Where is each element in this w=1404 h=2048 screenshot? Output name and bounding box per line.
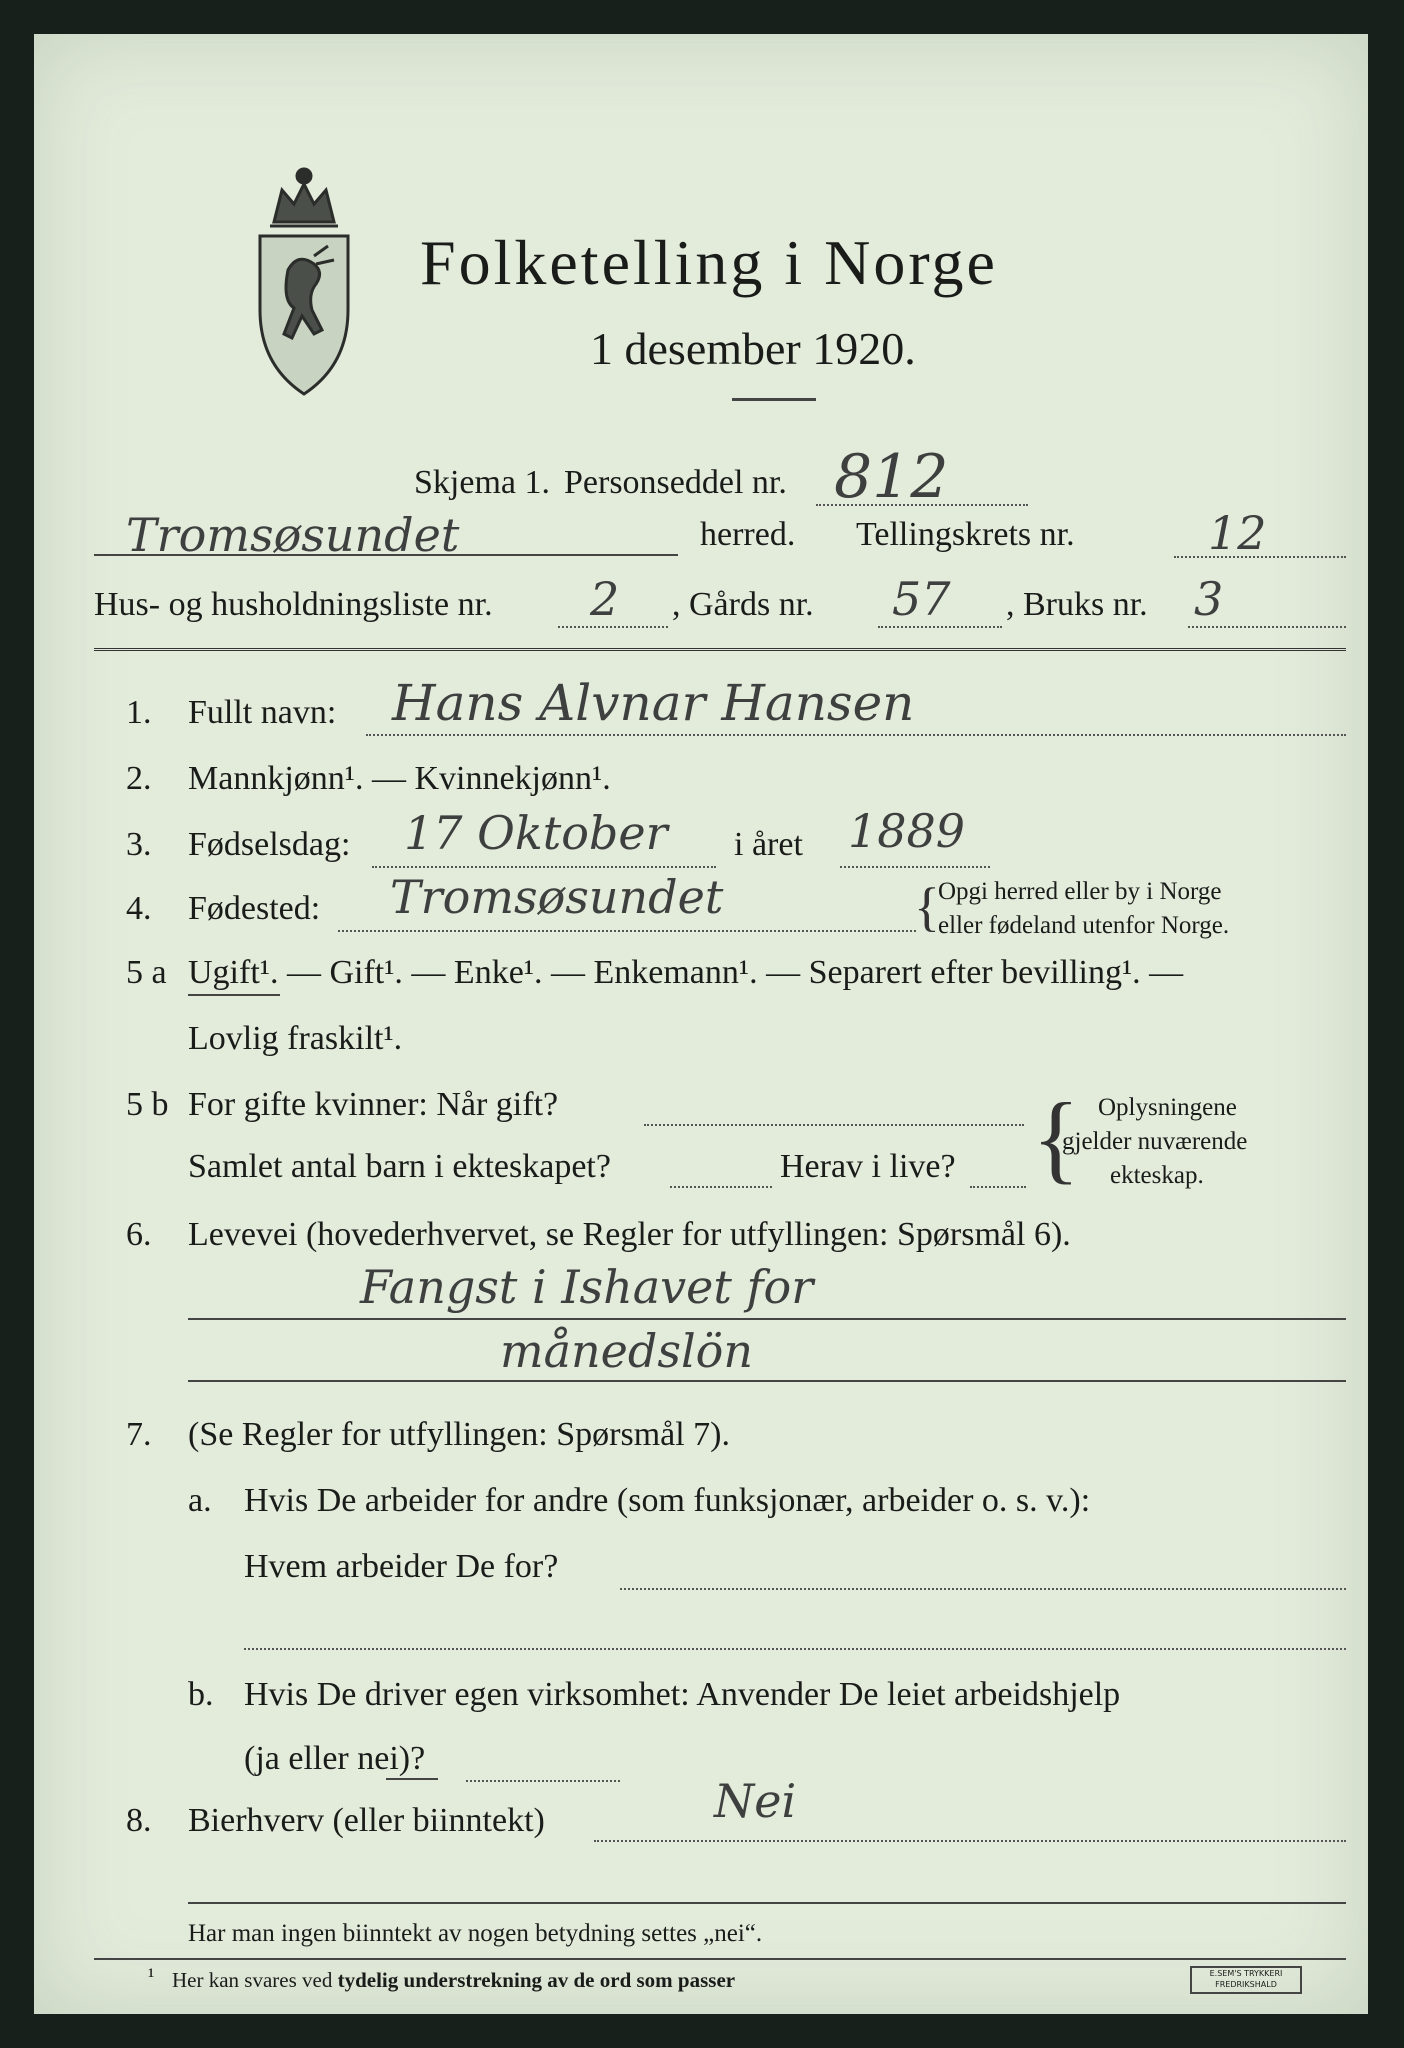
gards-field — [878, 626, 1002, 628]
tellingskrets-label: Tellingskrets nr. — [856, 516, 1075, 553]
hus-field — [558, 626, 668, 628]
hus-value: 2 — [590, 572, 620, 626]
q4-field — [338, 930, 916, 932]
q7-label: (Se Regler for utfyllingen: Spørsmål 7). — [188, 1416, 731, 1453]
gards-label: , Gårds nr. — [672, 586, 814, 623]
q5b-brace: { — [1032, 1082, 1080, 1193]
q5b-children-field — [670, 1186, 772, 1188]
q8-value: Nei — [714, 1774, 797, 1828]
q4-note-2: eller fødeland utenfor Norge. — [938, 912, 1230, 939]
q5b-note-3: ekteskap. — [1110, 1162, 1204, 1189]
schema-label: Skjema 1. — [414, 464, 550, 501]
q7a-line-1: Hvis De arbeider for andre (som funksjonær, arbeider o. s. v.): — [244, 1482, 1091, 1519]
q5b-note-2: gjelder nuværende — [1062, 1128, 1248, 1155]
footer-divider — [94, 1958, 1346, 1960]
q2-number: 2. — [126, 760, 152, 797]
q5b-when-married-field — [644, 1124, 1024, 1126]
q5b-alive-field — [970, 1186, 1026, 1188]
personseddel-value: 812 — [834, 442, 949, 512]
q3-number: 3. — [126, 826, 152, 863]
form-title: Folketelling i Norge — [420, 227, 998, 298]
printer-stamp: E.SEM'S TRYKKERI FREDRIKSHALD — [1190, 1966, 1302, 1994]
q1-field — [366, 734, 1346, 736]
q3-year-value: 1889 — [848, 804, 966, 858]
q8-label: Bierhverv (eller biinntekt) — [188, 1802, 545, 1839]
q6-number: 6. — [126, 1216, 152, 1253]
q4-label: Fødested: — [188, 890, 321, 927]
q4-value: Tromsøsundet — [390, 870, 724, 924]
q7b-number: b. — [188, 1676, 214, 1713]
coat-of-arms-icon — [252, 160, 356, 400]
footnote-mark: ¹ — [148, 1964, 155, 1988]
q5b-line-1: For gifte kvinner: Når gift? — [188, 1086, 559, 1123]
q1-value: Hans Alvnar Hansen — [392, 674, 915, 732]
census-date: 1 desember 1920. — [590, 323, 916, 374]
q3-field — [372, 866, 716, 868]
q8-field — [594, 1840, 1346, 1842]
q5a-ugift-underline — [188, 994, 280, 996]
census-form — [34, 34, 1368, 2014]
q7b-line-2: (ja eller nei)? — [244, 1740, 426, 1777]
footnote-text-1: Her kan svares ved — [172, 1968, 338, 1992]
q8-number: 8. — [126, 1802, 152, 1839]
hus-label: Hus- og husholdningsliste nr. — [94, 586, 493, 623]
q3-year-field — [840, 866, 990, 868]
q4-brace: { — [914, 877, 940, 937]
q1-number: 1. — [126, 694, 152, 731]
q5a-line-1: Ugift¹. — Gift¹. — Enke¹. — Enkemann¹. — Separert efter bevilling¹. — — [188, 954, 1184, 991]
title-divider — [732, 398, 816, 401]
q5b-number: 5 b — [126, 1086, 169, 1123]
personseddel-label: Personseddel nr. — [564, 464, 787, 501]
q5a-line-2: Lovlig fraskilt¹. — [188, 1020, 403, 1057]
q2-label: Mannkjønn¹. — Kvinnekjønn¹. — [188, 760, 611, 797]
q4-number: 4. — [126, 890, 152, 927]
q7b-nei-underline — [386, 1778, 438, 1780]
bruks-label: , Bruks nr. — [1006, 586, 1148, 623]
q6-value-1: Fangst i Ishavet for — [360, 1260, 814, 1314]
q3-label: Fødselsdag: — [188, 826, 351, 863]
q7a-field-2 — [244, 1648, 1346, 1650]
q5a-number: 5 a — [126, 954, 167, 991]
q6-field-2 — [188, 1380, 1346, 1382]
herred-label: herred. — [700, 516, 796, 553]
q7b-field — [466, 1780, 620, 1782]
q6-label: Levevei (hovederhvervet, se Regler for utfyllingen: Spørsmål 6). — [188, 1216, 1071, 1253]
q7a-line-2: Hvem arbeider De for? — [244, 1548, 559, 1585]
gards-value: 57 — [892, 572, 951, 626]
header-divider — [94, 648, 1346, 651]
q3-value: 17 Oktober — [404, 806, 668, 860]
q6-value-2: månedslön — [500, 1324, 753, 1378]
bruks-value: 3 — [1194, 572, 1224, 626]
herred-value: Tromsøsundet — [126, 508, 460, 562]
q3-year-label: i året — [734, 826, 803, 863]
q7b-line-1: Hvis De driver egen virksomhet: Anvender De leiet arbeidshjelp — [244, 1676, 1121, 1713]
bruks-field — [1188, 626, 1346, 628]
q5b-line-2b: Herav i live? — [780, 1148, 956, 1185]
q4-note-1: Opgi herred eller by i Norge — [938, 878, 1222, 905]
nei-note: Har man ingen biinntekt av nogen betydning settes „nei“. — [188, 1920, 763, 1947]
q7-number: 7. — [126, 1416, 152, 1453]
q7a-number: a. — [188, 1482, 212, 1519]
q7a-field — [620, 1588, 1346, 1590]
footnote-text-2: tydelig understrekning av de ord som passer — [337, 1968, 736, 1992]
q1-label: Fullt navn: — [188, 694, 337, 731]
tellingskrets-value: 12 — [1208, 506, 1267, 560]
q8-field-2 — [188, 1902, 1346, 1904]
q6-field-1 — [188, 1318, 1346, 1320]
footnote-text — [172, 1968, 735, 1993]
q5b-note-1: Oplysningene — [1098, 1094, 1237, 1121]
q5b-line-2a: Samlet antal barn i ekteskapet? — [188, 1148, 611, 1185]
